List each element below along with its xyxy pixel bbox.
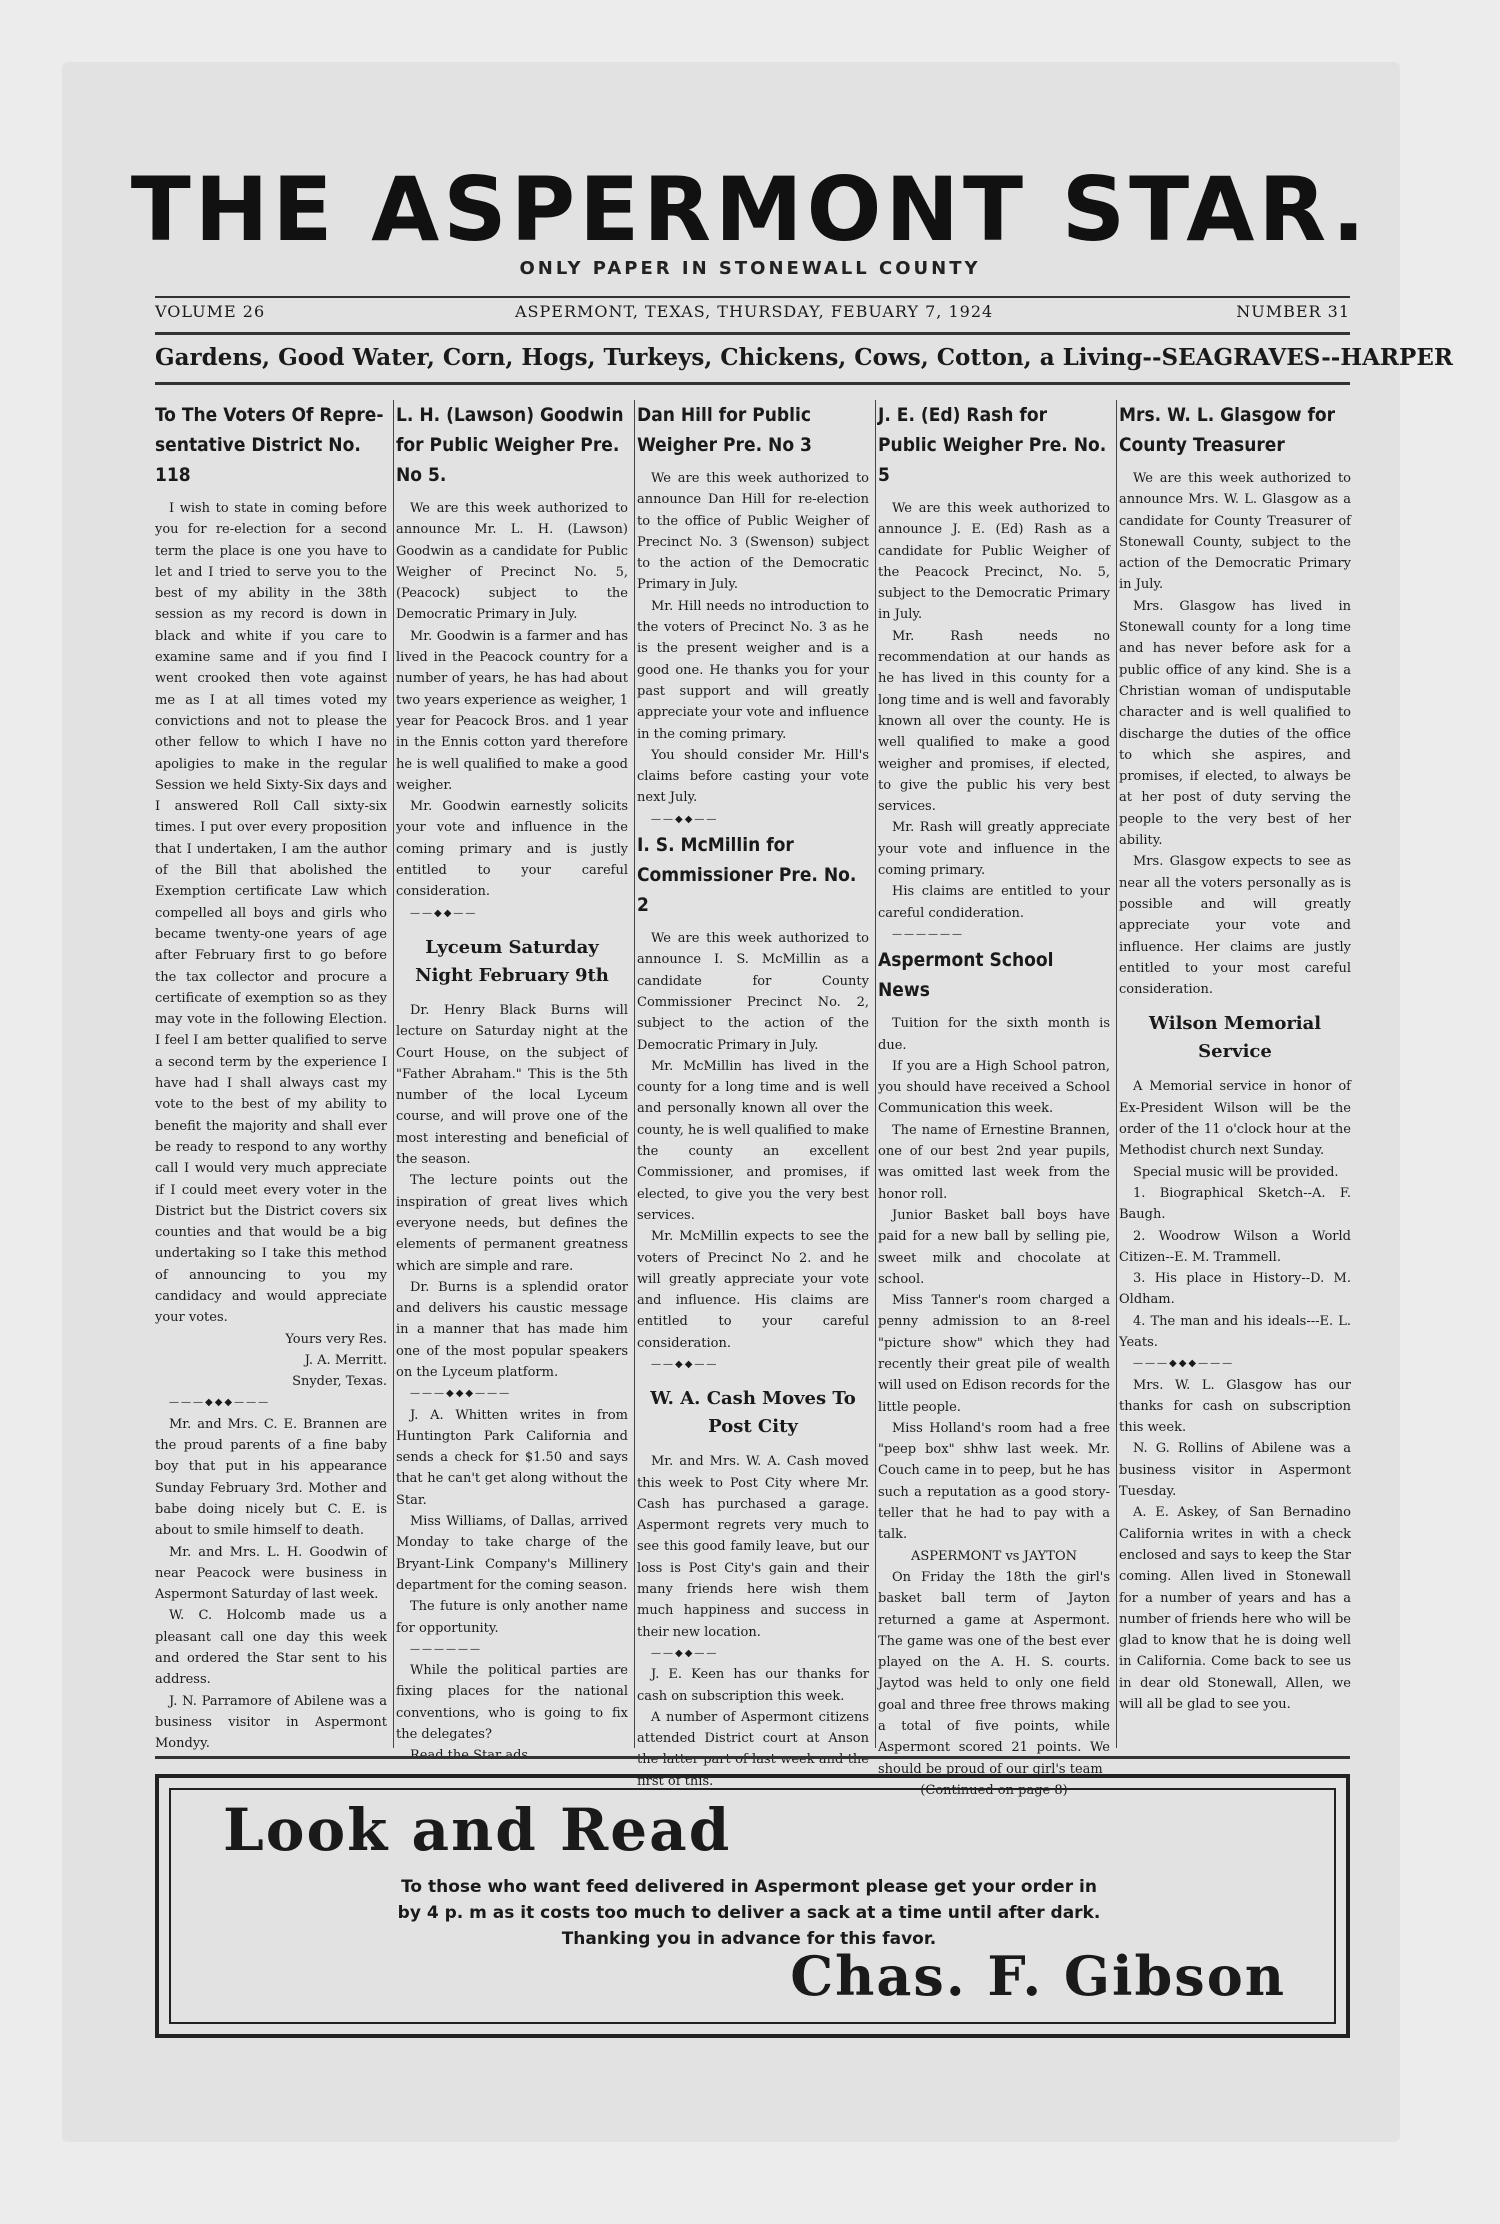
ad-body xyxy=(299,1874,1199,1952)
slogan-banner: Gardens, Good Water, Corn, Hogs, Turkeys, Chickens, Cows, Cotton, a Living--SEAGRAVES--HARPER xyxy=(155,344,1453,371)
article-paragraph: Mr. and Mrs. W. A. Cash moved this week to Post City where Mr. Cash has purchased a garage. Aspermont regrets very much to see this good family leave, but our loss is Post City's gain and their many friends here wish them much happiness and success in their new location. xyxy=(637,1454,869,1640)
section-divider: ——◆◆—— xyxy=(410,907,478,919)
article-paragraph: Dr. Henry Black Burns will lecture on Saturday night at the Court House, on the subject of "Father Abraham." This is the 5th number of the local Lyceum course, and will prove one of the most interesting and beneficial of the season. xyxy=(396,1002,628,1168)
article-paragraph: The future is only another name for opportunity. xyxy=(396,1599,628,1636)
column-divider xyxy=(875,400,876,1748)
article-paragraph: Mr. Hill needs no introduction to the voters of Precinct No. 3 as he is the present weigher and is a good one. He thanks you for your past support and will greatly appreciate your vote and influence in the coming primary. xyxy=(637,598,869,742)
article-paragraph: Dr. Burns is a splendid orator and delivers his caustic message in a manner that has made him one of the most popular speakers on the Lyceum platform. xyxy=(396,1279,628,1380)
issue-number: NUMBER 31 xyxy=(1236,302,1350,321)
section-divider: ———◆◆◆——— xyxy=(169,1397,271,1409)
article-paragraph: Mr. and Mrs. L. H. Goodwin of near Peacock were business in Aspermont Saturday of last week. xyxy=(155,1544,387,1603)
article-paragraph: 1. Biographical Sketch--A. F. Baugh. xyxy=(1119,1185,1351,1223)
section-divider: —————— xyxy=(410,1643,482,1655)
article-paragraph: Mrs. W. L. Glasgow has our thanks for cash on subscription this week. xyxy=(1119,1377,1351,1436)
section-divider: ——◆◆—— xyxy=(651,1358,719,1370)
article-paragraph: Special music will be provided. xyxy=(1133,1164,1339,1180)
masthead-tagline: ONLY PAPER IN STONEWALL COUNTY xyxy=(519,258,981,279)
article-paragraph: Mr. Rash needs no recommendation at our hands as he has lived in this county for a long time and is well and favorably known all over the county. He is well qualified to make a good weigher and promises, if elected, to give the public his very best services. xyxy=(878,628,1110,815)
column-3 xyxy=(637,400,869,1789)
section-divider: ——◆◆—— xyxy=(651,1647,719,1659)
column-5 xyxy=(1119,400,1351,1748)
article-paragraph: We are this week authorized to announce Mr. L. H. (Lawson) Goodwin as a candidate for Public Weigher of Precinct No. 5, (Peacock) subject to the Democratic Primary in July. xyxy=(396,501,628,623)
article-paragraph: 4. The man and his ideals---E. L. Yeats. xyxy=(1119,1313,1351,1350)
article-headline: I. S. McMillin for Commissioner Pre. No. 2 xyxy=(637,834,857,917)
article-paragraph: While the political parties are fixing places for the national conventions, who is going to fix the delegates? xyxy=(396,1663,628,1743)
article-paragraph: Miss Holland's room had a free "peep box" shhw last week. Mr. Couch came in to peep, but he has such a reputation as a good story-teller that he had to pay with a talk. xyxy=(878,1420,1110,1543)
ad-signature: Chas. F. Gibson xyxy=(790,1944,1286,2008)
article-headline: L. H. (Lawson) Goodwin for Public Weigher Pre. No 5. xyxy=(396,404,624,486)
column-divider xyxy=(1116,400,1117,1748)
ad-body-line: Thanking you in advance for this favor. xyxy=(561,1929,937,1949)
article-paragraph: A Memorial service in honor of Ex-President Wilson will be the order of the 11 o'clock hour at the Methodist church next Sunday. xyxy=(1119,1079,1351,1159)
article-paragraph: We are this week authorized to announce Mrs. W. L. Glasgow as a candidate for County Treasurer of Stonewall County, subject to the action of the Democratic Primary in July. xyxy=(1119,471,1351,593)
volume-label: VOLUME 26 xyxy=(155,302,266,321)
top-rule xyxy=(155,296,1350,298)
article-paragraph: Mrs. Glasgow has lived in Stonewall county for a long time and has never before ask for a public office of any kind. She is a Christian woman of undisputable character and is well qualified to discharge the duties of the office to which she aspires, and promises, if elected, to always be at her post of duty serving the people to the very best of her ability. xyxy=(1119,598,1351,849)
signature-line: Yours very Res. xyxy=(285,1331,387,1347)
bottom-rule xyxy=(155,1756,1350,1759)
dateline-rule xyxy=(155,332,1350,335)
masthead-title: THE ASPERMONT STAR. xyxy=(130,158,1370,261)
article-headline: Mrs. W. L. Glasgow for County Treasurer xyxy=(1119,404,1336,456)
article-paragraph: Mr. and Mrs. C. E. Brannen are the proud parents of a fine baby boy that put in his appearance Sunday February 3rd. Mother and babe doing nicely but C. E. is about to smile himself to death. xyxy=(155,1416,387,1539)
column-2 xyxy=(396,400,628,1764)
column-4 xyxy=(878,400,1110,1798)
advertisement-box xyxy=(155,1774,1350,2038)
centered-line: ASPERMONT vs JAYTON xyxy=(911,1548,1077,1564)
article-paragraph: Mr. Rash will greatly appreciate your vote and influence in the coming primary. xyxy=(878,820,1110,879)
column-1 xyxy=(155,400,387,1752)
article-headline: To The Voters Of Repre- sentative District No. 118 xyxy=(155,404,384,486)
article-paragraph: We are this week authorized to announce Dan Hill for re-election to the office of Public Weigher of Precinct No. 3 (Swenson) subject to the action of the Democratic Primary in July. xyxy=(637,471,869,593)
article-paragraph: On Friday the 18th the girl's basket ball term of Jayton returned a game at Aspermont. The game was one of the best ever played on the A. H. S. courts. Jaytod was held to only one field goal and three free throws making a total of five points, while Aspermont scored 21 points. We should be proud of our girl's team xyxy=(878,1569,1110,1777)
section-divider: ——◆◆—— xyxy=(651,813,719,825)
slogan-rule xyxy=(155,382,1350,385)
column-divider xyxy=(393,400,394,1748)
article-paragraph: J. E. Keen has our thanks for cash on subscription this week. xyxy=(637,1667,869,1704)
signature-line: J. A. Merritt. xyxy=(304,1352,387,1368)
article-subheadline: Wilson Memorial Service xyxy=(1148,1013,1322,1063)
article-paragraph: W. C. Holcomb made us a pleasant call one day this week and ordered the Star sent to his address. xyxy=(155,1608,387,1688)
ad-headline: Look and Read xyxy=(223,1796,732,1864)
article-paragraph: A. E. Askey, of San Bernadino California writes in with a check enclosed and says to keep the Star coming. Allen lived in Stonewall for a number of years and has a number of friends here who will be glad to know that he is doing well in California. Come back to see us in dear old Stonewall, Allen, we will all be glad to see you. xyxy=(1119,1505,1351,1713)
article-headline: Dan Hill for Public Weigher Pre. No 3 xyxy=(637,404,812,456)
article-paragraph: Read the Star ads. xyxy=(410,1748,533,1764)
centered-line: (Continued on page 8) xyxy=(920,1782,1068,1798)
article-headline: J. E. (Ed) Rash for Public Weigher Pre. No. 5 xyxy=(878,404,1107,486)
article-subheadline: W. A. Cash Moves To Post City xyxy=(650,1388,856,1438)
dateline xyxy=(155,302,1350,326)
article-subheadline: Lyceum Saturday Night February 9th xyxy=(415,936,609,986)
article-paragraph: I wish to state in coming before you for re-election for a second term the place is one you have to let and I tried to serve you to the best of my ability in the 38th session as my record is down in black and white if you care to examine same and if you find I went crooked then vote against me as I at all times voted my convictions and not to please the other fellow to which I have no apoligies to make in the regular Session we held Sixty-Six days and I answered Roll Call sixty-six times. I put over every proposition that I undertaken, I am the author of the Bill that abolished the Exemption certificate Law which compelled all boys and girls who became twenty-one years of age after February first to go before the tax collector and procure a certificate of exemption so as they may vote in the following Election. I feel I am better qualified to serve a second term by the experience I have had I shall always cast my vote to the best of my ability to benefit the majority and shall ever be ready to respond to any worthy call I would very much appreciate if I could meet every voter in the District but the District covers six counties and that would be a big undertaking so I take this method of announcing to you my candidacy and would appreciate your votes. xyxy=(155,501,387,1326)
signature-line: Snyder, Texas. xyxy=(292,1374,387,1390)
article-paragraph: The name of Ernestine Brannen, one of our best 2nd year pupils, was omitted last week from the honor roll. xyxy=(878,1122,1110,1202)
article-paragraph: Tuition for the sixth month is due. xyxy=(878,1016,1110,1053)
article-paragraph: J. N. Parramore of Abilene was a business visitor in Aspermont Mondyy. xyxy=(155,1693,387,1752)
section-divider: ———◆◆◆——— xyxy=(1133,1358,1235,1370)
article-paragraph: We are this week authorized to announce J. E. (Ed) Rash as a candidate for Public Weigher of the Peacock Precinct, No. 5, subject to the Democratic Primary in July. xyxy=(878,501,1110,623)
article-paragraph: Mr. Goodwin earnestly solicits your vote and influence in the coming primary and is justly entitled to your careful consideration. xyxy=(396,799,628,900)
article-paragraph: Mr. McMillin has lived in the county for a long time and is well and personally known all over the county, he is well qualified to make the county an excellent Commissioner, and promises, if elected, to give you the very best services. xyxy=(637,1058,869,1223)
article-paragraph: A number of Aspermont citizens attended District court at Anson the latter part of last week and the first of this. xyxy=(637,1709,869,1789)
ad-body-line: by 4 p. m as it costs too much to deliver a sack at a time until after dark. xyxy=(397,1903,1101,1923)
column-divider xyxy=(634,400,635,1748)
article-paragraph: Junior Basket ball boys have paid for a new ball by selling pie, sweet milk and chocolate at school. xyxy=(878,1207,1110,1287)
article-paragraph: J. A. Whitten writes in from Huntington Park California and sends a check for $1.50 and says that he can't get along without the Star. xyxy=(396,1407,628,1508)
article-paragraph: Mr. Goodwin is a farmer and has lived in the Peacock country for a number of years, he has had about two years experience as weigher, 1 year for Peacock Bros. and 1 year in the Ennis cotton yard therefore he is well qualified to make a good weigher. xyxy=(396,628,628,793)
article-paragraph: Miss Williams, of Dallas, arrived Monday to take charge of the Bryant-Link Company's Millinery department for the coming season. xyxy=(396,1514,628,1593)
article-paragraph: 2. Woodrow Wilson a World Citizen--E. M. Trammell. xyxy=(1119,1228,1351,1265)
article-paragraph: Mr. McMillin expects to see the voters of Precinct No 2. and he will greatly appreciate your vote and influence. His claims are entitled to your careful consideration. xyxy=(637,1229,869,1351)
article-paragraph: We are this week authorized to announce I. S. McMillin as a candidate for County Commissioner Precinct No. 2, subject to the action of the Democratic Primary in July. xyxy=(637,931,869,1053)
article-paragraph: 3. His place in History--D. M. Oldham. xyxy=(1119,1271,1351,1308)
article-paragraph: Mrs. Glasgow expects to see as near all the voters personally as is possible and will greatly appreciate your vote and influence. Her claims are justly entitled to your most careful consideration. xyxy=(1119,854,1351,998)
ad-body-line: To those who want feed delivered in Aspermont please get your order in xyxy=(401,1877,1097,1897)
article-paragraph: N. G. Rollins of Abilene was a business visitor in Aspermont Tuesday. xyxy=(1119,1441,1351,1500)
article-paragraph: Miss Tanner's room charged a penny admission to an 8-reel "picture show" which they had recently their great pile of wealth will used on Edison records for the little people. xyxy=(878,1293,1110,1415)
article-paragraph: You should consider Mr. Hill's claims before casting your vote next July. xyxy=(637,747,869,806)
section-divider: —————— xyxy=(892,928,964,940)
article-paragraph: His claims are entitled to your careful condideration. xyxy=(878,884,1110,921)
article-paragraph: If you are a High School patron, you should have received a School Communication this week. xyxy=(878,1058,1110,1117)
place-date: ASPERMONT, TEXAS, THURSDAY, FEBUARY 7, 1924 xyxy=(515,302,994,321)
section-divider: ———◆◆◆——— xyxy=(410,1388,512,1400)
article-headline: Aspermont School News xyxy=(878,949,1054,1002)
article-paragraph: The lecture points out the inspiration of great lives which everyone needs, but defines the elements of permanent greatness which are simple and rare. xyxy=(396,1173,628,1274)
